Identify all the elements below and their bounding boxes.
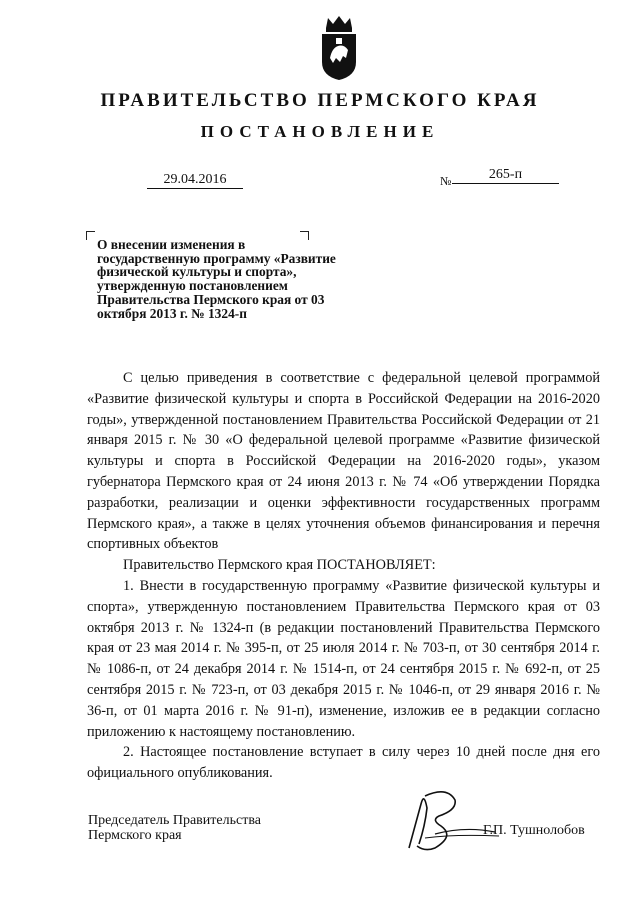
document-subject: О внесении изменения в государственную программу «Развитие физической культуры и спорта», утвержденную постановлением Правительства Пермского края от 03 октября 2013 г. № 1324-п [97, 237, 336, 321]
document-number: 265-п [452, 167, 559, 184]
document-date: 29.04.2016 [147, 172, 243, 189]
government-title: ПРАВИТЕЛЬСТВО ПЕРМСКОГО КРАЯ [100, 90, 540, 111]
signatory-position-line2: Пермского края [88, 828, 182, 843]
coat-of-arms-icon [318, 14, 360, 82]
document-type: ПОСТАНОВЛЕНИЕ [200, 122, 440, 141]
item-2-paragraph: 2. Настоящее постановление вступает в силу через 10 дней после дня его официального опубликования. [87, 744, 600, 782]
signatory-position [88, 813, 261, 843]
document-body [87, 368, 600, 784]
resolution-paragraph: Правительство Пермского края ПОСТАНОВЛЯЕТ: [123, 557, 436, 574]
item-1-paragraph: 1. Внести в государственную программу «Развитие физической культуры и спорта», утвержденную постановлением Правительства Пермского края от 03 октября 2013 г. № 1324-п (в редакции постановлений Правительства Пермского края от 23 мая 2014 г. № 395-п, от 25 июля 2014 г. № 703-п, от 30 сентября 2014 г. № 1086-п, от 24 декабря 2014 г. № 1514-п, от 24 сентября 2015 г. № 692-п, от 25 сентября 2015 г. № 723-п, от 03 декабря 2015 г. № 1046-п, от 29 января 2016 г. № 36-п, от 01 марта 2016 г. № 91-п), изменение, изложив ее в редакции согласно приложению к настоящему постановлению. [87, 577, 600, 740]
signatory-position-line1: Председатель Правительства [88, 813, 261, 828]
subject-bracket-left [86, 231, 95, 240]
number-sign: № [440, 174, 452, 188]
preamble-paragraph: С целью приведения в соответствие с федеральной целевой программой «Развитие физической культуры и спорта в Российской Федерации на 2016-2020 годы», утвержденной постановлением Правительства Российской Федерации от 21 января 2015 г. № 30 «О федеральной целевой программе «Развитие физической культуры и спорта в Российской Федерации на 2016-2020 годы», указом губернатора Пермского края от 24 июня 2013 г. № 74 «Об утверждении Порядка разработки, реализации и оценки эффективности государственных программ Пермского края», а также в целях уточнения объемов финансирования и перечня спортивных объектов [87, 370, 600, 553]
handwritten-signature-icon [395, 786, 507, 856]
signatory-name: Г.П. Тушнолобов [483, 823, 585, 838]
